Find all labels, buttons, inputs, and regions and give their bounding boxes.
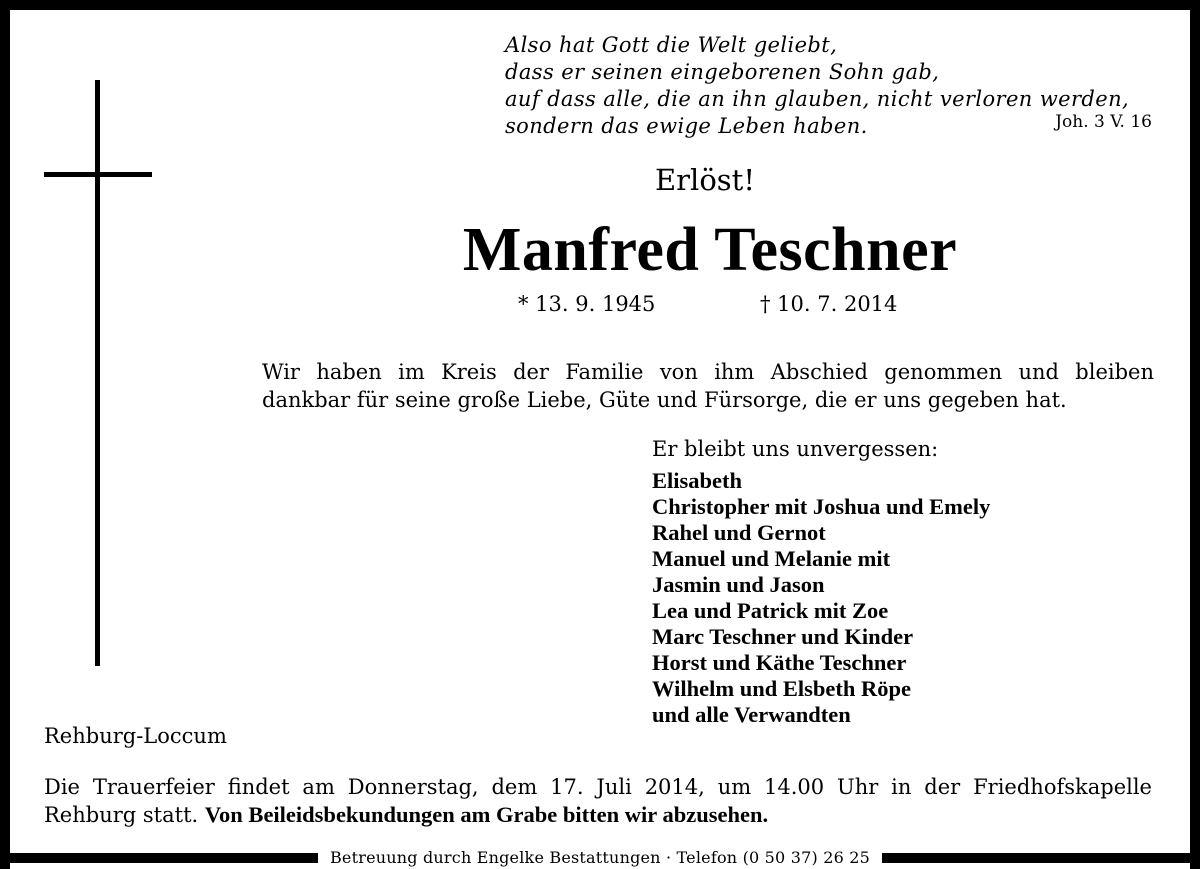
funeral-line-start: Rehburg statt. bbox=[44, 803, 205, 827]
list-item: Manuel und Melanie mit bbox=[652, 546, 891, 571]
funeral-line bbox=[44, 801, 1152, 829]
funeral-info bbox=[44, 773, 1152, 829]
deceased-name: Manfred Teschner bbox=[462, 216, 958, 284]
mourners-list bbox=[652, 468, 990, 728]
cross-icon-horizontal bbox=[44, 172, 152, 177]
verse-reference: Joh. 3 V. 16 bbox=[1055, 112, 1152, 132]
farewell-message bbox=[262, 358, 1154, 414]
message-line: dankbar für seine große Liebe, Güte und Fürsorge, die er uns gegeben hat. bbox=[262, 388, 1067, 412]
funeral-line: Die Trauerfeier findet am Donnerstag, dem 17. Juli 2014, um 14.00 Uhr in der Friedhofskapelle bbox=[44, 775, 1152, 799]
list-item: und alle Verwandten bbox=[652, 702, 851, 727]
list-item: Horst und Käthe Teschner bbox=[652, 650, 907, 675]
birth-date: * 13. 9. 1945 bbox=[518, 292, 656, 316]
verse-line: sondern das ewige Leben haben. bbox=[505, 114, 868, 138]
mourners-intro: Er bleibt uns unvergessen: bbox=[652, 437, 939, 461]
message-line: Wir haben im Kreis der Familie von ihm Abschied genommen und bleiben bbox=[262, 360, 1154, 384]
condolence-request: Von Beileidsbekundungen am Grabe bitten wir abzusehen. bbox=[204, 802, 769, 827]
list-item: Elisabeth bbox=[652, 468, 743, 493]
list-item: Lea und Patrick mit Zoe bbox=[652, 598, 889, 623]
list-item: Christopher mit Joshua und Emely bbox=[652, 494, 991, 519]
list-item: Rahel und Gernot bbox=[652, 520, 826, 545]
list-item: Jasmin und Jason bbox=[652, 572, 825, 597]
list-item: Marc Teschner und Kinder bbox=[652, 624, 914, 649]
verse-line: dass er seinen eingeborenen Sohn gab, bbox=[505, 60, 940, 84]
death-date: † 10. 7. 2014 bbox=[760, 292, 898, 316]
footer-rule-left bbox=[0, 853, 318, 863]
place: Rehburg-Loccum bbox=[44, 724, 227, 748]
footer-rule-right bbox=[882, 853, 1200, 863]
cross-icon-vertical bbox=[95, 80, 100, 666]
verse-line: Also hat Gott die Welt geliebt, bbox=[505, 33, 838, 57]
list-item: Wilhelm und Elsbeth Röpe bbox=[652, 676, 912, 701]
heading: Erlöst! bbox=[655, 163, 755, 197]
footer-undertaker: Betreuung durch Engelke Bestattungen · Telefon (0 50 37) 26 25 bbox=[329, 848, 871, 867]
verse-line: auf dass alle, die an ihn glauben, nicht verloren werden, bbox=[505, 87, 1130, 111]
